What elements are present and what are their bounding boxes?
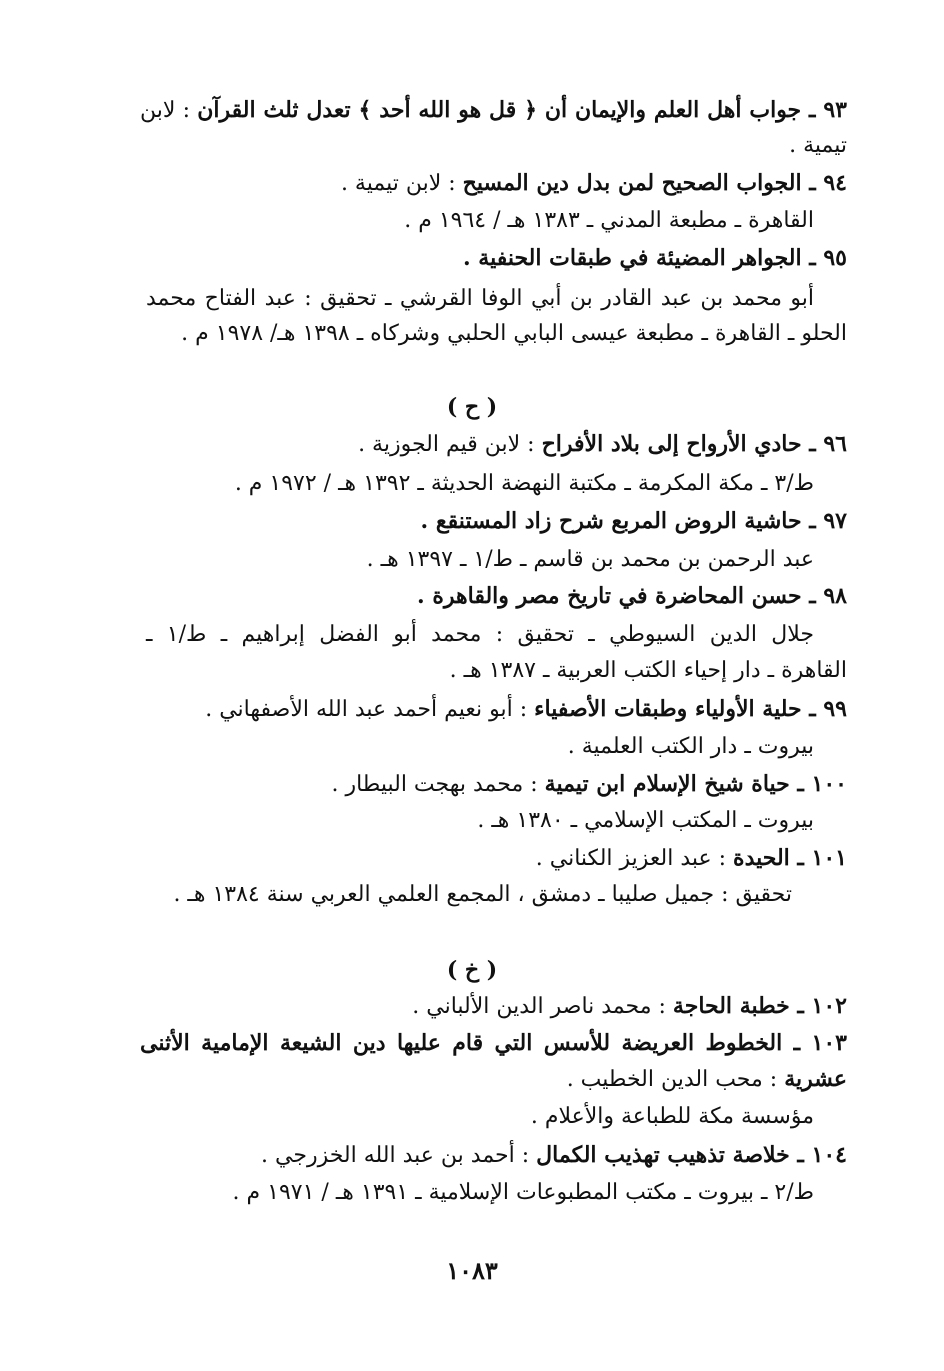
- entry-97-publication: عبد الرحمن بن محمد بن قاسم ـ ط/١ ـ ١٣٩٧ هـ .: [366, 547, 814, 572]
- entry-103-title-continued: عشرية: [784, 1066, 847, 1092]
- entry-103-publication: مؤسسة مكة للطباعة والأعلام .: [530, 1104, 814, 1129]
- entry-93-line-2: تيمية .: [789, 133, 847, 158]
- entry-94-line-1: [341, 165, 847, 202]
- entry-100-title: ١٠٠ ـ حياة شيخ الإسلام ابن تيمية: [544, 771, 847, 797]
- entry-100-line-1: [331, 766, 847, 803]
- entry-93-title: ٩٣ ـ جواب أهل العلم والإيمان أن ﴿ قل هو الله أحد ﴾ تعدل ثلث القرآن: [197, 97, 847, 123]
- entry-100-publication: بيروت ـ المكتب الإسلامي ـ ١٣٨٠ هـ .: [477, 808, 814, 833]
- entry-104-line-1: [261, 1137, 847, 1174]
- entry-101-title: ١٠١ ـ الحيدة: [733, 845, 847, 871]
- entry-98-publication-1: جلال الدين السيوطي ـ تحقيق : محمد أبو الفضل إبراهيم ـ ط/١ ـ: [146, 622, 814, 647]
- section-heading-ha: ( ح ): [446, 394, 498, 420]
- entry-96-author: : لابن قيم الجوزية .: [358, 432, 542, 457]
- entry-104-title: ١٠٤ ـ خلاصة تذهيب تهذيب الكمال: [536, 1142, 847, 1168]
- entry-94-title: ٩٤ ـ الجواب الصحيح لمن بدل دين المسيح: [462, 170, 847, 196]
- entry-104-author: : أحمد بن عبد الله الخزرجي .: [261, 1143, 537, 1168]
- entry-96-line-1: [358, 426, 847, 463]
- entry-95-title: ٩٥ ـ الجواهر المضيئة في طبقات الحنفية .: [462, 245, 847, 271]
- entry-93-author: : لابن: [140, 98, 198, 123]
- entry-103-author: : محب الدين الخطيب .: [566, 1067, 785, 1092]
- entry-99-line-1: [205, 691, 847, 728]
- entry-95-publication-2: الحلو ـ القاهرة ـ مطبعة عيسى البابي الحلبي وشركاه ـ ١٣٩٨ هـ/ ١٩٧٨ م .: [181, 321, 847, 346]
- entry-94-author: : لابن تيمية .: [340, 171, 463, 196]
- entry-101-author: : عبد العزيز الكناني .: [535, 846, 734, 871]
- entry-101-publication: تحقيق : جميل صليبا ـ دمشق ، المجمع العلمي العربي سنة ١٣٨٤ هـ .: [173, 882, 792, 907]
- entry-102-author: : محمد ناصر الدين الألباني .: [412, 994, 673, 1019]
- entry-98-title: ٩٨ ـ حسن المحاضرة في تاريخ مصر والقاهرة .: [417, 583, 847, 609]
- entry-99-title: ٩٩ ـ حلية الأولياء وطبقات الأصفياء: [534, 696, 847, 722]
- entry-94-publication: القاهرة ـ مطبعة المدني ـ ١٣٨٣ هـ / ١٩٦٤ م .: [404, 208, 814, 233]
- entry-97-line-1: [421, 503, 847, 540]
- entry-96-title: ٩٦ ـ حادي الأرواح إلى بلاد الأفراح: [541, 431, 847, 457]
- entry-102-title: ١٠٢ ـ خطبة الحاجة: [672, 993, 847, 1019]
- entry-101-line-1: [536, 840, 847, 877]
- entry-103-line-2: [567, 1061, 847, 1098]
- entry-103-line-1: [140, 1025, 847, 1062]
- entry-95-line-1: [463, 240, 847, 277]
- section-heading-kha: ( خ ): [446, 957, 498, 983]
- entry-95-publication-1: أبو محمد بن عبد القادر بن أبي الوفا القرشي ـ تحقيق : عبد الفتاح محمد: [146, 286, 814, 311]
- entry-99-author: : أبو نعيم أحمد عبد الله الأصفهاني .: [205, 697, 535, 722]
- entry-102-line-1: [412, 988, 847, 1025]
- entry-93-line-1: [140, 92, 847, 129]
- entry-103-title: ١٠٣ ـ الخطوط العريضة للأسس التي قام عليها دين الشيعة الإمامية الأثنى: [140, 1030, 847, 1056]
- entry-98-publication-2: القاهرة ـ دار إحياء الكتب العربية ـ ١٣٨٧ هـ .: [449, 658, 847, 683]
- entry-104-publication: ط/٢ ـ بيروت ـ مكتب المطبوعات الإسلامية ـ ١٣٩١ هـ / ١٩٧١ م .: [232, 1180, 814, 1205]
- entry-98-line-1: [417, 578, 847, 615]
- entry-100-author: : محمد بهجت البيطار .: [331, 772, 545, 797]
- entry-99-publication: بيروت ـ دار الكتب العلمية .: [567, 734, 814, 759]
- page-number: ١٠٨٣: [446, 1256, 498, 1285]
- entry-97-title: ٩٧ ـ حاشية الروض المربع شرح زاد المستنقع .: [420, 508, 847, 534]
- entry-96-publication: ط/٣ ـ مكة المكرمة ـ مكتبة النهضة الحديثة ـ ١٣٩٢ هـ / ١٩٧٢ م .: [234, 471, 814, 496]
